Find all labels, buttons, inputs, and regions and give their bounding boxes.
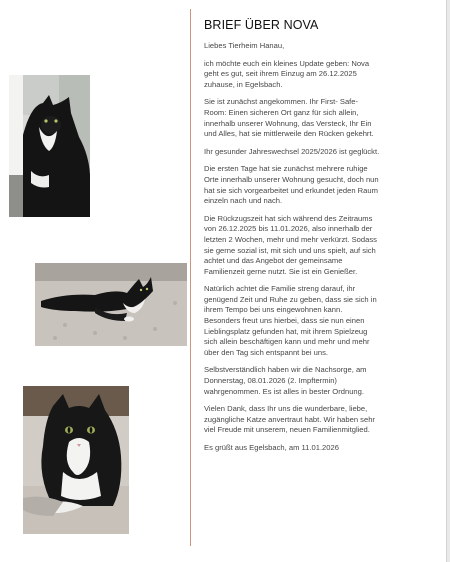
letter-paragraph: Sie ist zunächst angekommen. Ihr First- Safe-Room: Einen sicheren Ort ganz für sich allein, innerhalb unserer Wohnung, das Versteck, Ihr Ein und Alles, hat sie mittlerweile den Rücken gekehrt. [204,97,374,139]
letter-paragraph: Vielen Dank, dass Ihr uns die wunderbare, liebe, zugängliche Katze anvertraut habt. Wir haben sehr viel Freude mit unserem, neuen Familienmitglied. [204,404,375,435]
letter-paragraph: Die Rückzugszeit hat sich während des Zeitraums von 26.12.2025 bis 11.01.2026, also innerhalb der letzten 2 Wochen, mehr und mehr verkürzt. Sodass sie gerne sozial ist, mit sich und uns spielt, auf sich achtet und das Angebot der gemeinsame Familienzeit gerne nutzt. Sie ist ein Genießer. [204,213,377,276]
letter-paragraph: Natürlich achtet die Familie streng darauf, ihr genügend Zeit und Ruhe zu geben, dass sie sich in ihrem Tempo bei uns eingewohnen kann. Besonders freut uns hierbei, dass sie nun einen Lieblingsplatz gefunden hat, mit ihrem Spielzeug sich allein beschäftigen kann und mehr und mehr über den Tag sich entspannt bei uns. [204,284,377,357]
letter-paragraph: Ihr gesunder Jahreswechsel 2025/2026 ist geglückt. [204,146,380,156]
letter-paragraph: Selbstverständlich haben wir die Nachsorge, am Donnerstag, 08.01.2026 (2. Impftermin) wahrgenommen. Es ist alles in bester Ordnung. [204,365,367,396]
cat-photo-closeup [23,386,129,534]
letter-signoff: Es grüßt aus Egelsbach, am 11.01.2026 [204,443,339,452]
cat-photo-carpet [35,263,187,346]
letter-paragraph: Die ersten Tage hat sie zunächst mehrere ruhige Orte innerhalb unserer Wohnung gesucht, doch nun hat sie sich vorgearbeitet und erkundet jeden Raum einzeln nach und nach. [204,164,379,206]
letter-greeting: Liebes Tierheim Hanau, [204,41,285,50]
cat-photo-window [9,75,90,217]
letter-paragraph: ich möchte euch ein kleines Update geben: Nova geht es gut, seit ihrem Einzug am 26.12.2025 zuhause, in Egelsbach. [204,58,370,89]
accent-rule [190,9,191,546]
letter-body [204,18,380,461]
letter-title: BRIEF ÜBER NOVA [204,18,319,32]
